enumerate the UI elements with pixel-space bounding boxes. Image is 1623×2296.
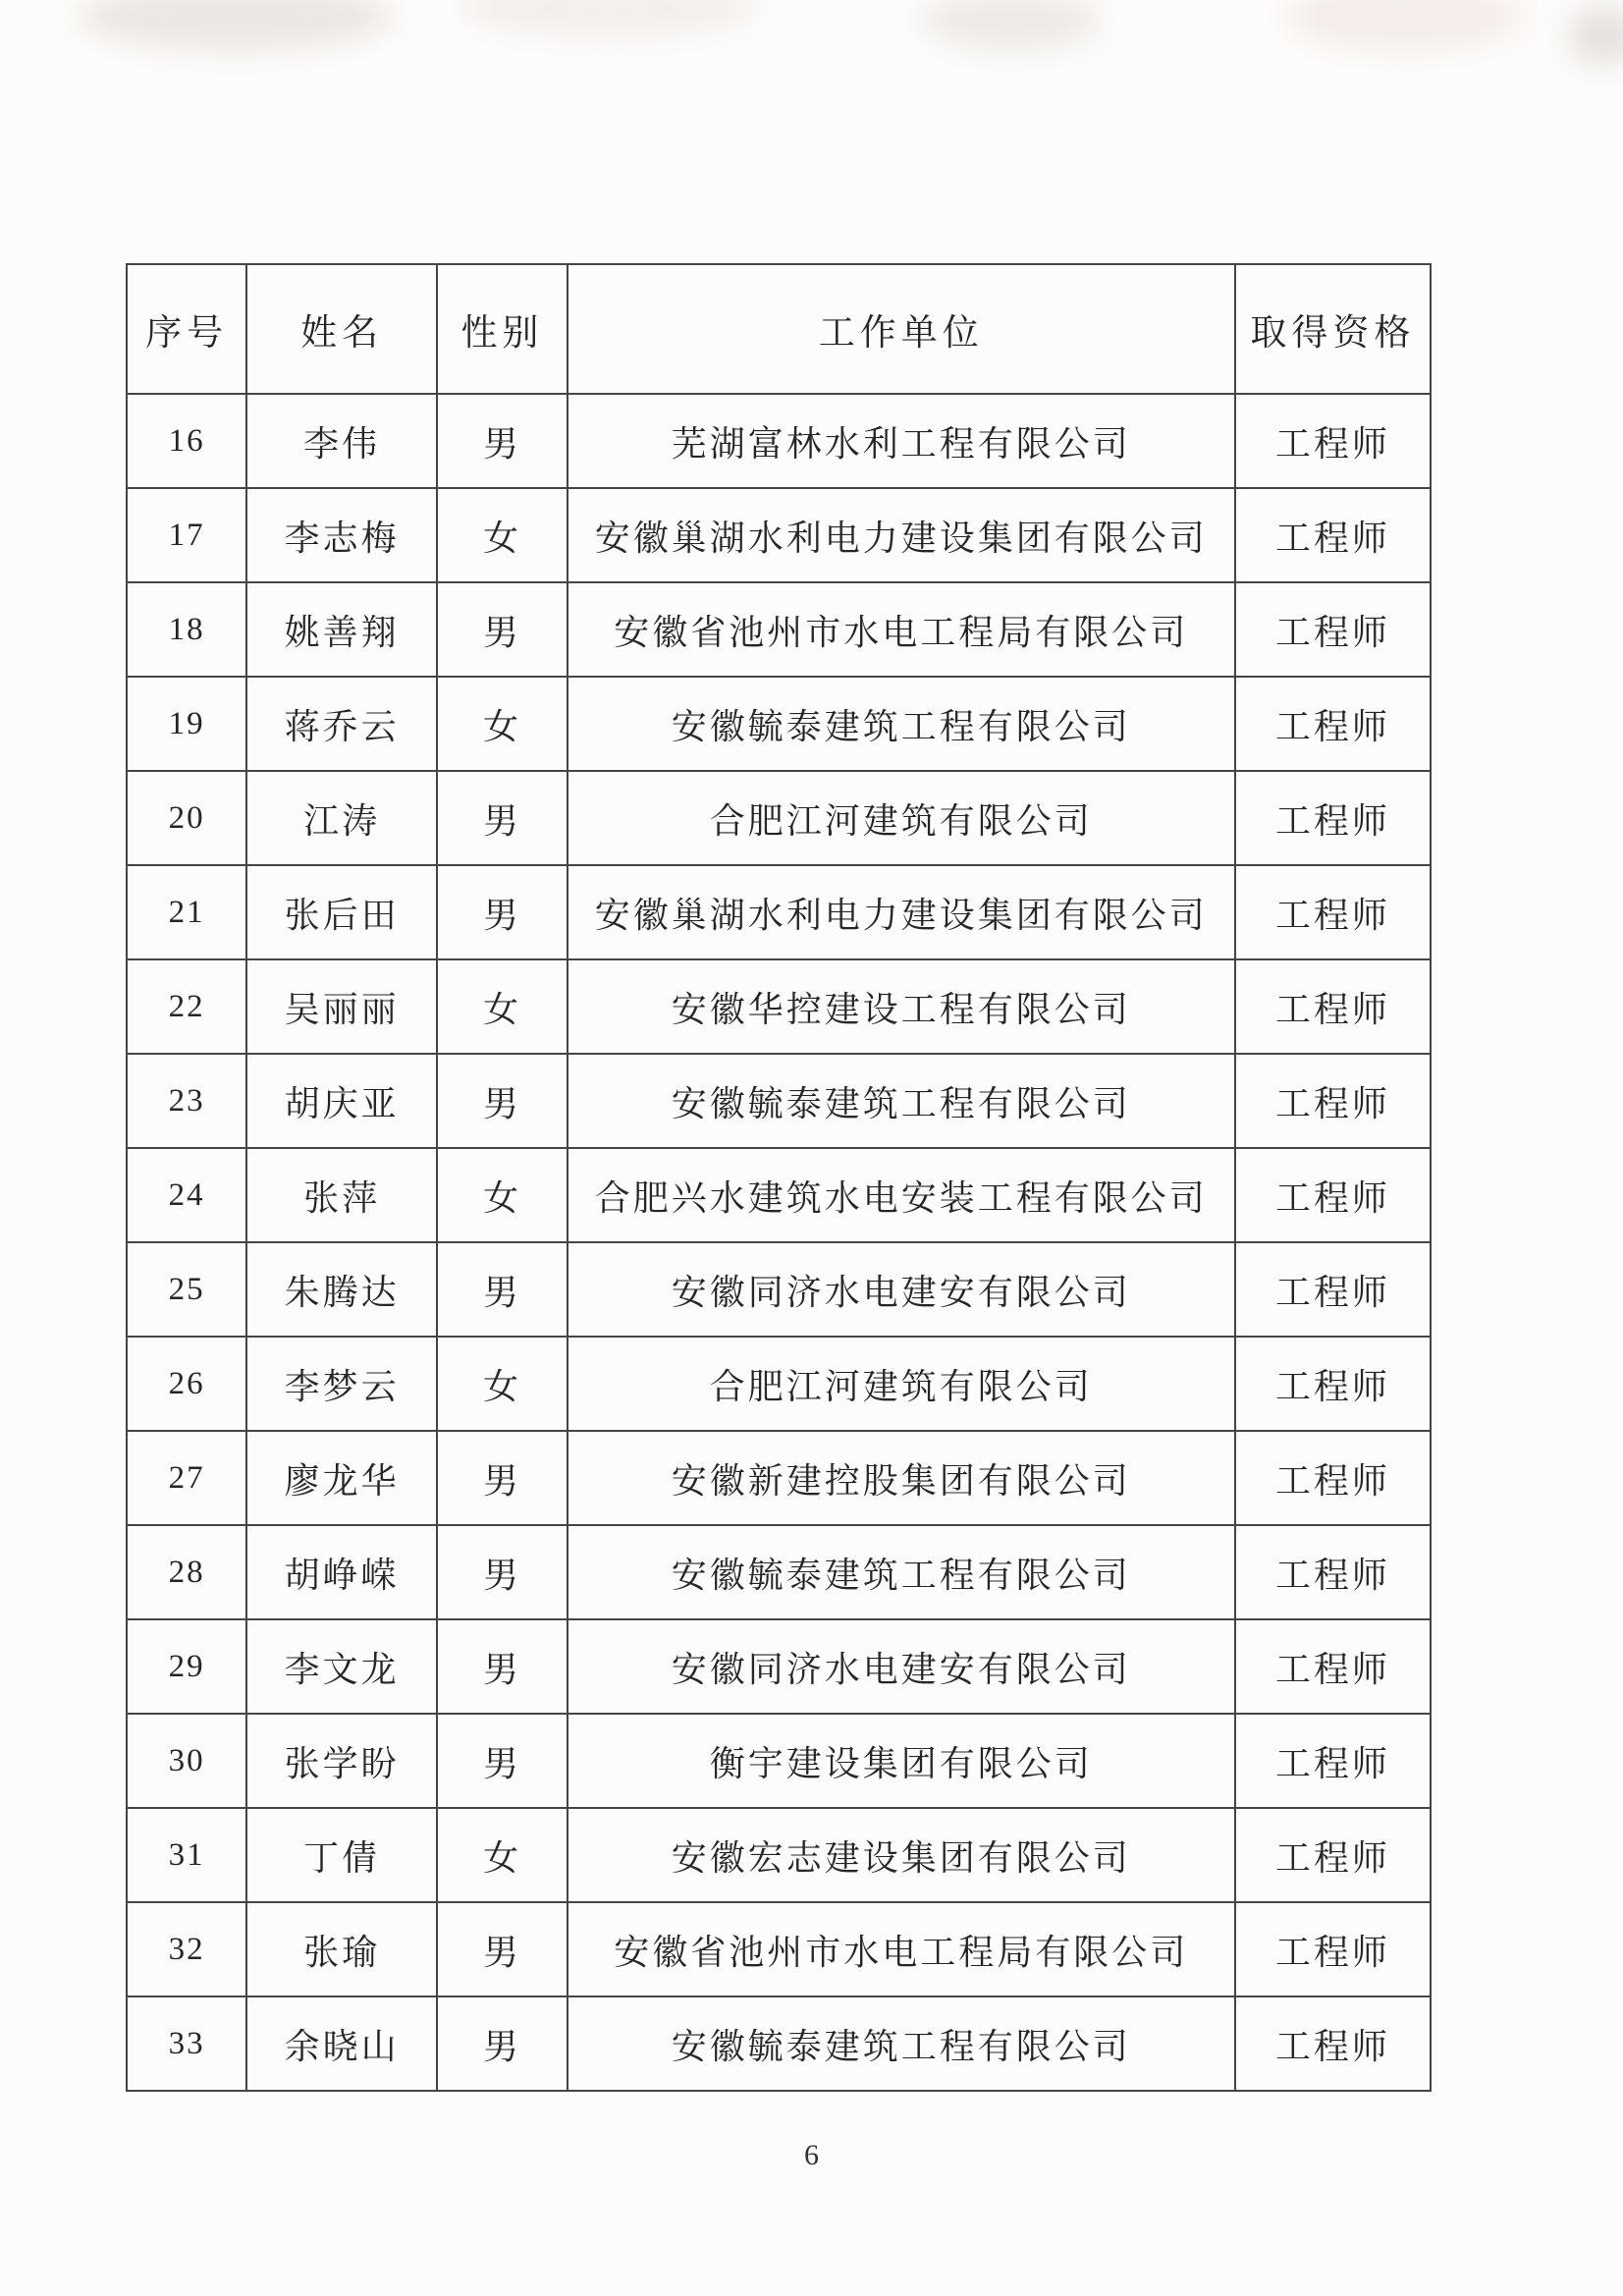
cell-serial-number: 28 xyxy=(127,1525,246,1619)
page-number: 6 xyxy=(804,2139,819,2171)
cell-work-unit: 衡宇建设集团有限公司 xyxy=(568,1714,1235,1808)
cell-work-unit: 安徽同济水电建安有限公司 xyxy=(568,1619,1235,1714)
cell-gender: 男 xyxy=(437,1054,568,1148)
cell-name: 张学盼 xyxy=(246,1714,437,1808)
table-row xyxy=(127,488,1431,582)
cell-serial-number: 18 xyxy=(127,582,246,677)
cell-work-unit: 合肥江河建筑有限公司 xyxy=(568,771,1235,865)
cell-gender: 男 xyxy=(437,1525,568,1619)
table-header-row xyxy=(127,264,1431,394)
cell-gender: 男 xyxy=(437,1902,568,1996)
cell-name: 吴丽丽 xyxy=(246,959,437,1054)
cell-name: 李伟 xyxy=(246,394,437,488)
cell-work-unit: 安徽毓泰建筑工程有限公司 xyxy=(568,1525,1235,1619)
cell-serial-number: 26 xyxy=(127,1337,246,1431)
table-row xyxy=(127,1054,1431,1148)
cell-name: 胡庆亚 xyxy=(246,1054,437,1148)
cell-qualification: 工程师 xyxy=(1235,1054,1431,1148)
header-qualification: 取得资格 xyxy=(1235,264,1431,394)
cell-gender: 男 xyxy=(437,865,568,959)
table-body xyxy=(127,394,1431,2091)
cell-gender: 男 xyxy=(437,771,568,865)
cell-name: 江涛 xyxy=(246,771,437,865)
cell-work-unit: 安徽同济水电建安有限公司 xyxy=(568,1242,1235,1337)
table-row xyxy=(127,1714,1431,1808)
table-row xyxy=(127,394,1431,488)
table-row xyxy=(127,1996,1431,2091)
table-row xyxy=(127,1431,1431,1525)
cell-work-unit: 芜湖富林水利工程有限公司 xyxy=(568,394,1235,488)
cell-serial-number: 30 xyxy=(127,1714,246,1808)
scan-artifact xyxy=(1286,0,1522,51)
table-row xyxy=(127,1619,1431,1714)
cell-qualification: 工程师 xyxy=(1235,865,1431,959)
cell-work-unit: 安徽新建控股集团有限公司 xyxy=(568,1431,1235,1525)
table-row xyxy=(127,771,1431,865)
cell-gender: 女 xyxy=(437,488,568,582)
cell-work-unit: 安徽华控建设工程有限公司 xyxy=(568,959,1235,1054)
scan-artifact xyxy=(1569,6,1623,65)
table-row xyxy=(127,1808,1431,1902)
cell-gender: 男 xyxy=(437,394,568,488)
cell-serial-number: 19 xyxy=(127,677,246,771)
table-row xyxy=(127,959,1431,1054)
table-row xyxy=(127,1148,1431,1242)
scan-artifact xyxy=(461,0,756,37)
table-row xyxy=(127,1902,1431,1996)
cell-gender: 女 xyxy=(437,1337,568,1431)
cell-qualification: 工程师 xyxy=(1235,1431,1431,1525)
cell-gender: 男 xyxy=(437,1431,568,1525)
cell-gender: 男 xyxy=(437,1242,568,1337)
cell-qualification: 工程师 xyxy=(1235,394,1431,488)
cell-name: 李志梅 xyxy=(246,488,437,582)
cell-qualification: 工程师 xyxy=(1235,771,1431,865)
cell-name: 李文龙 xyxy=(246,1619,437,1714)
cell-gender: 男 xyxy=(437,1996,568,2091)
cell-qualification: 工程师 xyxy=(1235,1525,1431,1619)
cell-qualification: 工程师 xyxy=(1235,1148,1431,1242)
cell-serial-number: 27 xyxy=(127,1431,246,1525)
cell-gender: 女 xyxy=(437,1148,568,1242)
cell-serial-number: 33 xyxy=(127,1996,246,2091)
cell-name: 李梦云 xyxy=(246,1337,437,1431)
cell-work-unit: 安徽巢湖水利电力建设集团有限公司 xyxy=(568,488,1235,582)
cell-work-unit: 安徽宏志建设集团有限公司 xyxy=(568,1808,1235,1902)
cell-name: 廖龙华 xyxy=(246,1431,437,1525)
table-header xyxy=(127,264,1431,394)
cell-serial-number: 20 xyxy=(127,771,246,865)
cell-serial-number: 31 xyxy=(127,1808,246,1902)
cell-qualification: 工程师 xyxy=(1235,582,1431,677)
table-row xyxy=(127,582,1431,677)
cell-name: 朱腾达 xyxy=(246,1242,437,1337)
cell-name: 张后田 xyxy=(246,865,437,959)
cell-serial-number: 25 xyxy=(127,1242,246,1337)
cell-qualification: 工程师 xyxy=(1235,959,1431,1054)
cell-serial-number: 17 xyxy=(127,488,246,582)
cell-gender: 女 xyxy=(437,677,568,771)
header-name: 姓名 xyxy=(246,264,437,394)
cell-work-unit: 合肥兴水建筑水电安装工程有限公司 xyxy=(568,1148,1235,1242)
header-serial-number: 序号 xyxy=(127,264,246,394)
cell-qualification: 工程师 xyxy=(1235,1337,1431,1431)
scan-artifact xyxy=(923,0,1100,51)
cell-work-unit: 安徽毓泰建筑工程有限公司 xyxy=(568,677,1235,771)
table-row xyxy=(127,1525,1431,1619)
cell-serial-number: 24 xyxy=(127,1148,246,1242)
table-row xyxy=(127,865,1431,959)
cell-gender: 男 xyxy=(437,1714,568,1808)
cell-gender: 女 xyxy=(437,959,568,1054)
cell-qualification: 工程师 xyxy=(1235,1714,1431,1808)
cell-qualification: 工程师 xyxy=(1235,1902,1431,1996)
cell-name: 张萍 xyxy=(246,1148,437,1242)
cell-work-unit: 合肥江河建筑有限公司 xyxy=(568,1337,1235,1431)
cell-gender: 男 xyxy=(437,1619,568,1714)
cell-work-unit: 安徽毓泰建筑工程有限公司 xyxy=(568,1996,1235,2091)
cell-name: 胡峥嵘 xyxy=(246,1525,437,1619)
cell-serial-number: 21 xyxy=(127,865,246,959)
cell-name: 蒋乔云 xyxy=(246,677,437,771)
cell-serial-number: 22 xyxy=(127,959,246,1054)
cell-work-unit: 安徽巢湖水利电力建设集团有限公司 xyxy=(568,865,1235,959)
cell-work-unit: 安徽毓泰建筑工程有限公司 xyxy=(568,1054,1235,1148)
cell-qualification: 工程师 xyxy=(1235,1808,1431,1902)
cell-qualification: 工程师 xyxy=(1235,1996,1431,2091)
cell-work-unit: 安徽省池州市水电工程局有限公司 xyxy=(568,1902,1235,1996)
cell-work-unit: 安徽省池州市水电工程局有限公司 xyxy=(568,582,1235,677)
scan-artifact xyxy=(79,0,393,51)
cell-name: 余晓山 xyxy=(246,1996,437,2091)
cell-serial-number: 23 xyxy=(127,1054,246,1148)
header-gender: 性别 xyxy=(437,264,568,394)
cell-serial-number: 29 xyxy=(127,1619,246,1714)
table-row xyxy=(127,1337,1431,1431)
cell-serial-number: 16 xyxy=(127,394,246,488)
cell-serial-number: 32 xyxy=(127,1902,246,1996)
personnel-table xyxy=(126,263,1432,2092)
cell-name: 张瑜 xyxy=(246,1902,437,1996)
table-row xyxy=(127,677,1431,771)
cell-name: 丁倩 xyxy=(246,1808,437,1902)
header-work-unit: 工作单位 xyxy=(568,264,1235,394)
cell-gender: 男 xyxy=(437,582,568,677)
cell-qualification: 工程师 xyxy=(1235,488,1431,582)
cell-qualification: 工程师 xyxy=(1235,677,1431,771)
cell-name: 姚善翔 xyxy=(246,582,437,677)
cell-qualification: 工程师 xyxy=(1235,1242,1431,1337)
table-row xyxy=(127,1242,1431,1337)
cell-qualification: 工程师 xyxy=(1235,1619,1431,1714)
cell-gender: 女 xyxy=(437,1808,568,1902)
